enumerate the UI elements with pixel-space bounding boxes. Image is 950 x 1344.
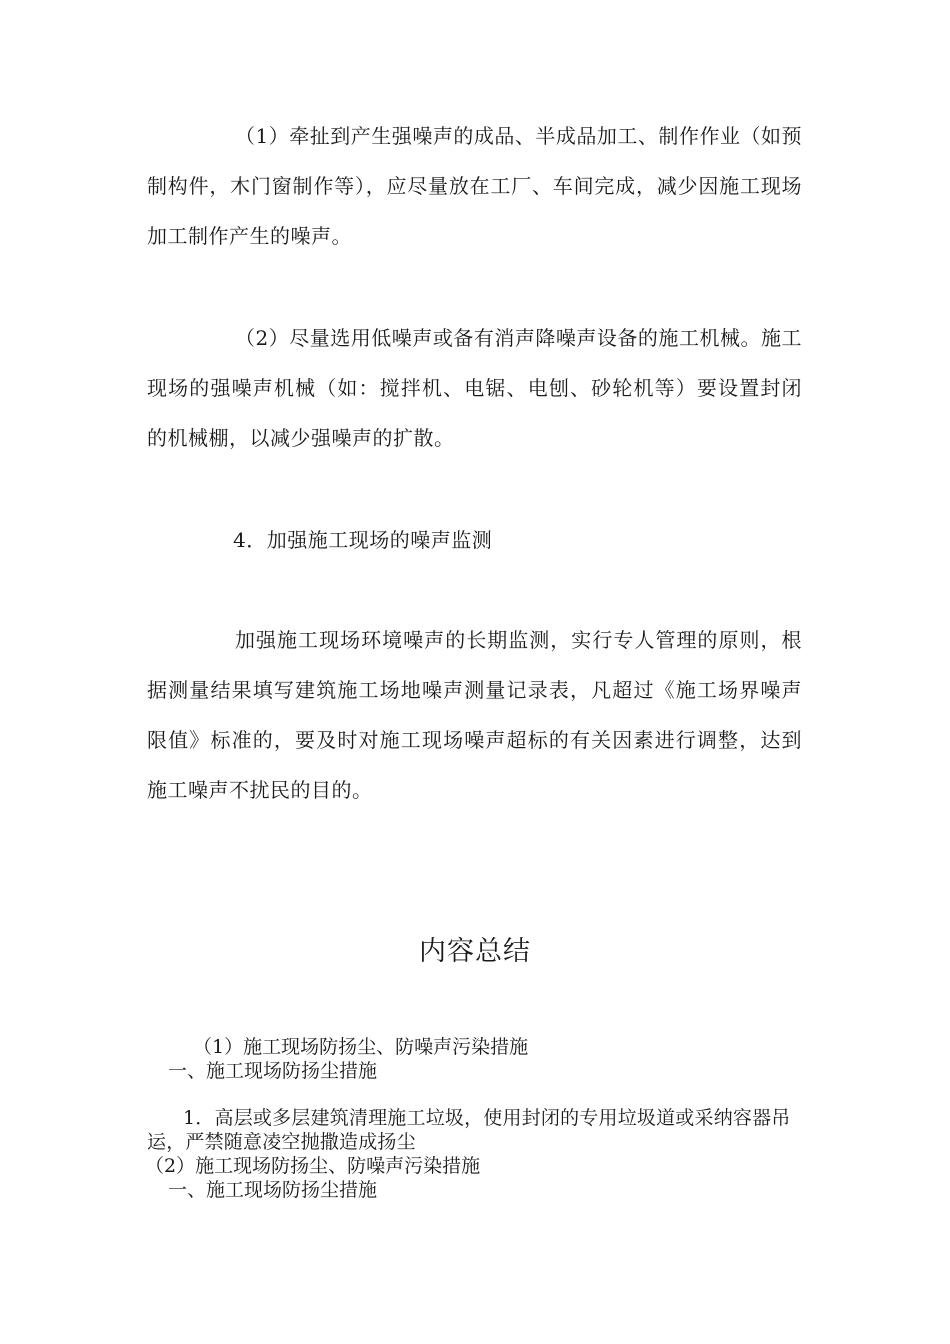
paragraph-low-noise-machinery: （2）尽量选用低噪声或备有消声降噪声设备的施工机械。施工现场的强噪声机械（如：搅拌机、电锯、电刨、砂轮机等）要设置封闭的机械棚，以减少强噪声的扩散。 — [147, 326, 802, 450]
summary-line-2: 一、施工现场防扬尘措施 — [168, 1060, 378, 1082]
summary-line-3: 1．高层或多层建筑清理施工垃圾，使用封闭的专用垃圾道或采纳容器吊运，严禁随意凌空抛撒造成扬尘 — [147, 1107, 791, 1153]
summary-line-5: 一、施工现场防扬尘措施 — [168, 1179, 378, 1201]
summary-title: 内容总结 — [419, 936, 531, 967]
paragraph-noise-processing: （1）牵扯到产生强噪声的成品、半成品加工、制作作业（如预制构件，木门窗制作等），应尽量放在工厂、车间完成，减少因施工现场加工制作产生的噪声。 — [147, 124, 802, 248]
section-heading-noise-monitoring: 4．加强施工现场的噪声监测 — [233, 528, 493, 552]
summary-line-1: （1）施工现场防扬尘、防噪声污染措施 — [193, 1036, 529, 1058]
summary-line-4: （2）施工现场防扬尘、防噪声污染措施 — [145, 1155, 481, 1177]
paragraph-noise-monitoring: 加强施工现场环境噪声的长期监测，实行专人管理的原则，根据测量结果填写建筑施工场地噪声测量记录表，凡超过《施工场界噪声限值》标准的，要及时对施工现场噪声超标的有关因素进行调整，达到施工噪声不扰民的目的。 — [147, 628, 802, 802]
